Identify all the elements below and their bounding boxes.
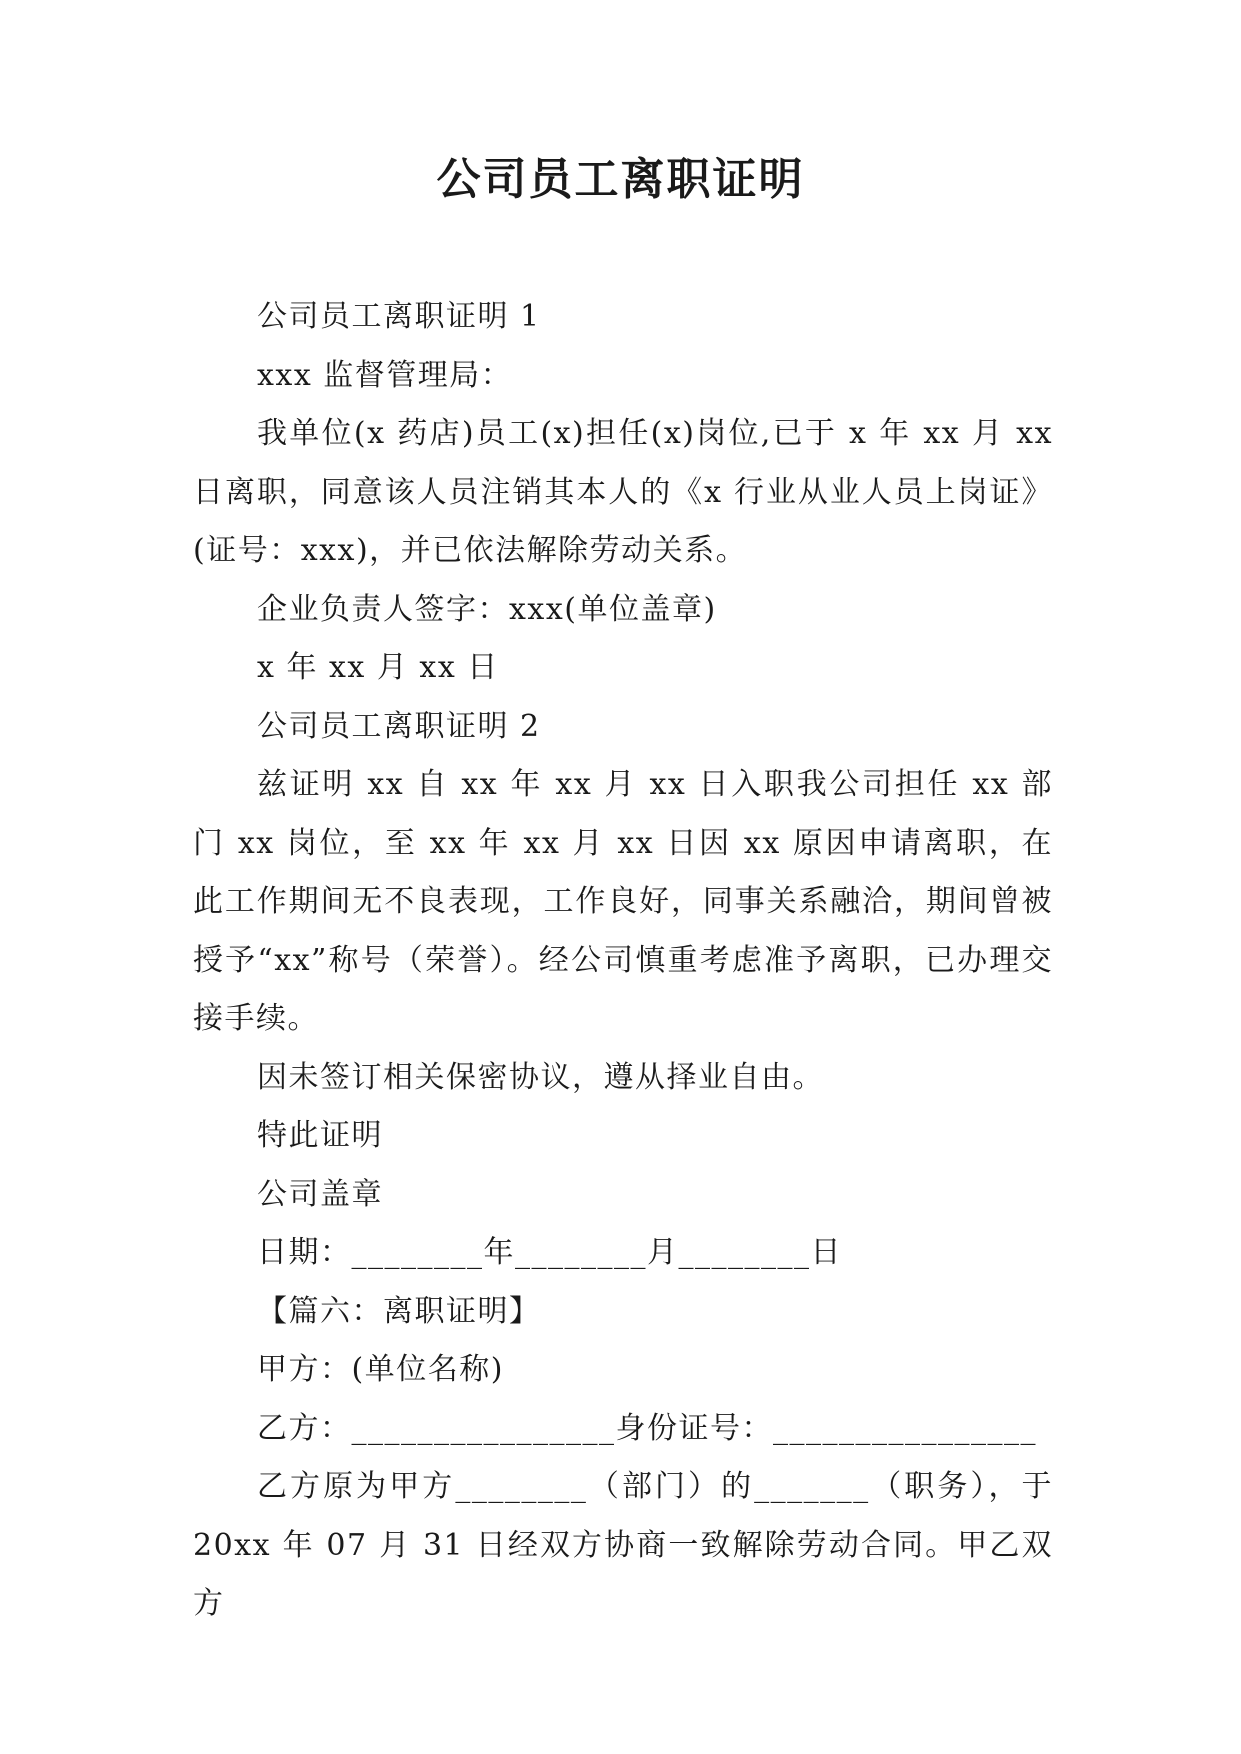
paragraph-date-2: 日期：________年________月________日 [257,1235,842,1270]
paragraph-termination: 乙方原为甲方________（部门）的_______（职务），于 20xx 年 07 月 31 日经双方协商一致解除劳动合同。甲乙双方 [193,1469,1065,1621]
paragraph-heading-2: 公司员工离职证明 2 [257,708,541,744]
paragraph-addressee: xxx 监督管理局： [257,357,513,393]
paragraph-section-six: 【篇六：离职证明】 [257,1293,541,1329]
paragraph-hereby-certify: 特此证明 [257,1118,383,1153]
paragraph-signature: 企业负责人签字：xxx(单位盖章) [257,591,717,627]
paragraph-heading-1: 公司员工离职证明 1 [257,299,541,334]
paragraph-party-b: 乙方：________________身份证号：________________ [257,1410,1037,1446]
paragraph-party-a: 甲方：(单位名称) [257,1352,504,1387]
paragraph-statement-2: 兹证明 xx 自 xx 年 xx 月 xx 日入职我公司担任 xx 部门 xx 岗位，至 xx 年 xx 月 xx 日因 xx 原因申请离职，在此工作期间无不良表现，工作良好，同事关系融洽，期间曾被授予“xx”称号（荣誉）。经公司慎重考虑准予离职，已办理交接手续。 [193,767,1053,1036]
paragraph-statement-1: 我单位(x 药店)员工(x)担任(x)岗位,已于 x 年 xx 月 xx 日离职，同意该人员注销其本人的《x 行业从业人员上岗证》(证号：xxx)，并已依法解除劳动关系。 [193,416,1065,568]
paragraph-date-1: x 年 xx 月 xx 日 [257,650,499,685]
paragraph-confidentiality: 因未签订相关保密协议，遵从择业自由。 [257,1059,824,1095]
document-title: 公司员工离职证明 [436,154,805,205]
paragraph-company-seal: 公司盖章 [257,1176,383,1212]
document-body [193,288,1065,1634]
